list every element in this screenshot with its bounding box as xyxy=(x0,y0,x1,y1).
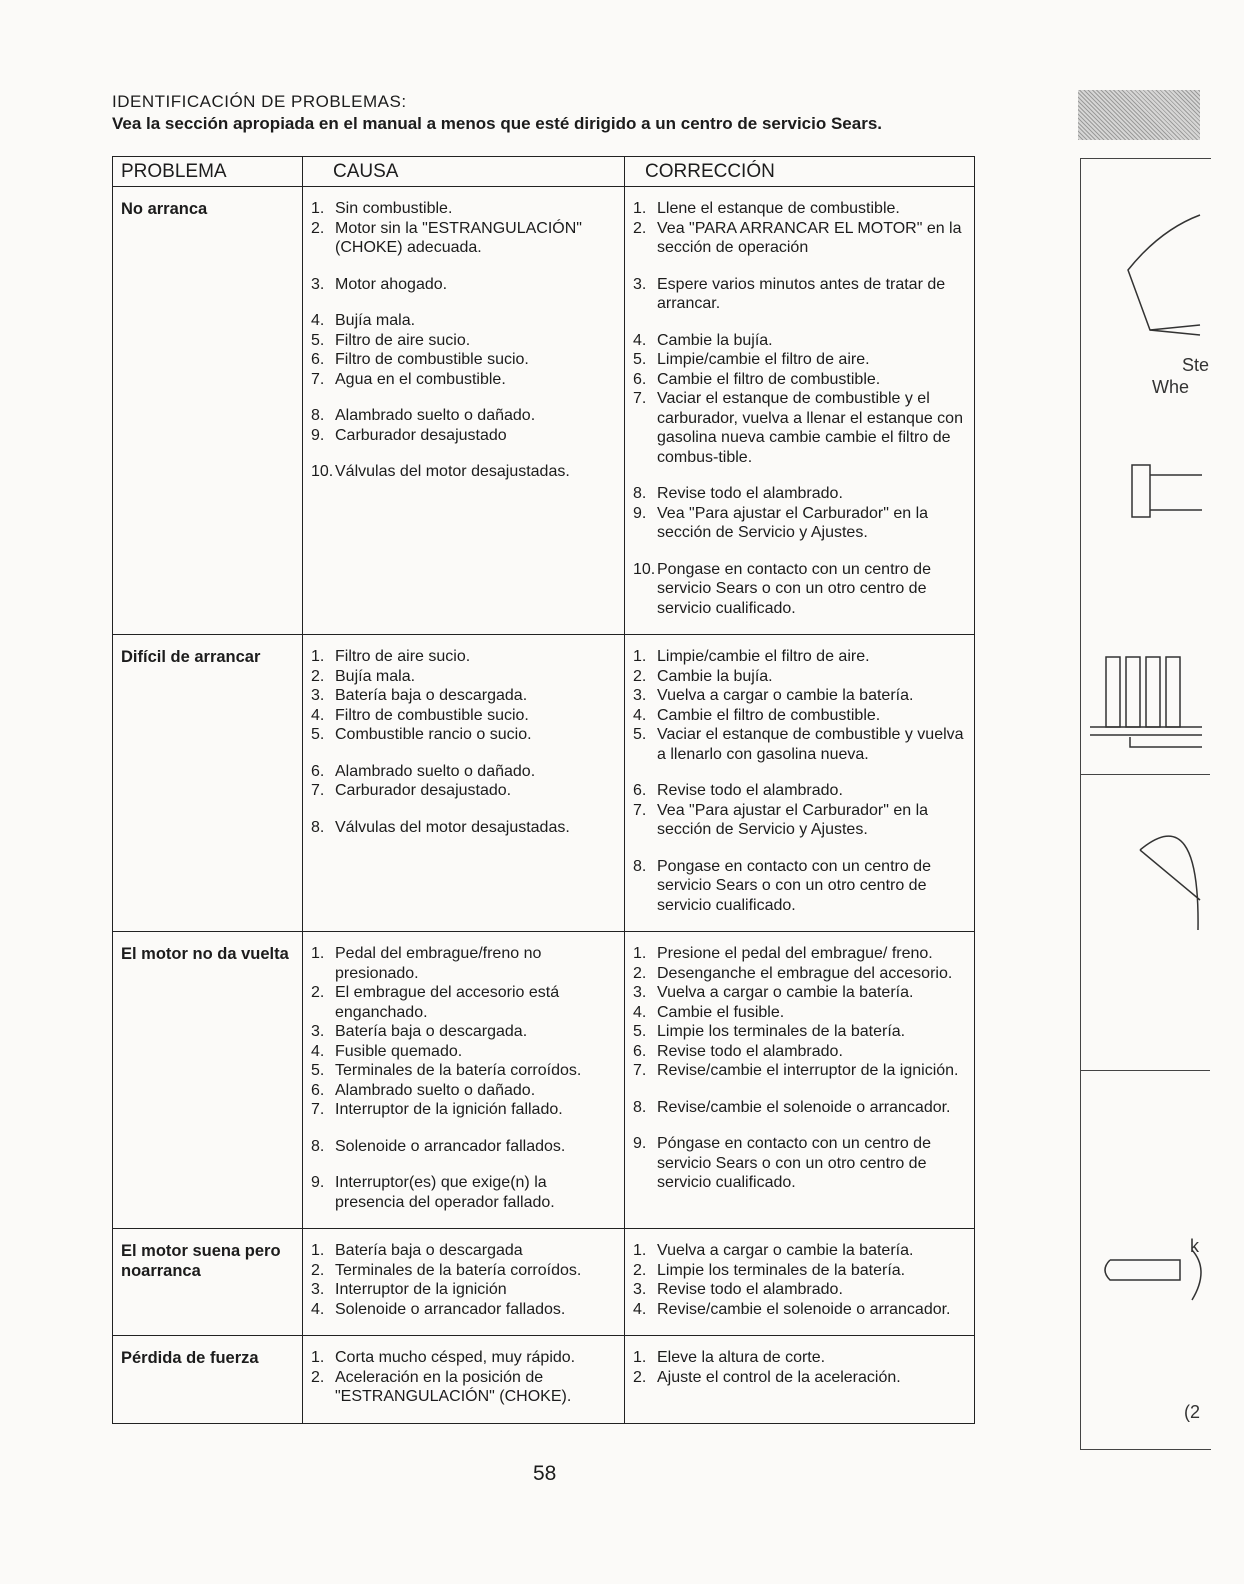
item-number: 2. xyxy=(311,984,325,1001)
item-number: 3. xyxy=(633,687,647,704)
cause-item xyxy=(311,1261,616,1281)
cause-item xyxy=(311,462,616,482)
item-number: 9. xyxy=(311,426,325,444)
item-text: Limpie los terminales de la batería. xyxy=(657,1023,906,1040)
correction-item xyxy=(633,1022,966,1042)
item-number: 2. xyxy=(311,667,325,685)
item-text: Combustible rancio o sucio. xyxy=(335,726,532,743)
item-number: 2. xyxy=(633,1368,647,1386)
item-text: Revise/cambie el solenoide o arrancador. xyxy=(657,1098,951,1116)
item-number: 9. xyxy=(633,504,647,522)
correction-item xyxy=(633,983,966,1003)
cause-item xyxy=(311,1061,616,1081)
item-number: 3. xyxy=(311,1023,325,1040)
item-text: Carburador desajustado. xyxy=(335,782,512,799)
cause-item xyxy=(311,781,616,801)
problem-cell: Pérdida de fuerza xyxy=(113,1336,303,1424)
item-text: Vuelva a cargar o cambie la batería. xyxy=(657,984,914,1001)
item-text: Llene el estanque de combustible. xyxy=(657,200,900,217)
item-number: 2. xyxy=(633,964,647,982)
edge-text-whe: Whe xyxy=(1152,377,1190,397)
correction-item xyxy=(633,781,966,801)
item-text: Ajuste el control de la aceleración. xyxy=(657,1368,901,1386)
item-number: 4. xyxy=(311,312,325,329)
item-text: Cambie la bujía. xyxy=(657,667,773,685)
item-number: 5. xyxy=(311,331,325,349)
item-text: Póngase en contacto con un centro de servicio Sears o con un otro centro de servicio cualificado. xyxy=(657,1135,931,1191)
correction-item xyxy=(633,667,966,687)
correction-item xyxy=(633,1134,966,1193)
item-number: 6. xyxy=(633,370,647,388)
edge-drawing-arc xyxy=(1128,215,1200,335)
item-number: 8. xyxy=(633,1098,647,1116)
correction-item xyxy=(633,964,966,984)
item-text: Cambie el filtro de combustible. xyxy=(657,706,881,724)
cause-cell xyxy=(303,635,625,932)
item-number: 1. xyxy=(633,200,647,217)
cause-cell xyxy=(303,1229,625,1336)
item-text: Filtro de combustible sucio. xyxy=(335,706,529,724)
cause-item xyxy=(311,686,616,706)
item-number: 1. xyxy=(311,648,325,665)
item-text: Solenoide o arrancador fallados. xyxy=(335,1300,566,1318)
item-text: Revise todo el alambrado. xyxy=(657,782,843,799)
table-header-row xyxy=(113,157,975,187)
cause-item xyxy=(311,219,616,258)
item-text: Limpie los terminales de la batería. xyxy=(657,1261,906,1279)
item-text: Alambrado suelto o dañado. xyxy=(335,1081,536,1099)
correction-item xyxy=(633,857,966,916)
item-number: 4. xyxy=(633,1300,647,1318)
cause-item xyxy=(311,1137,616,1157)
cause-item xyxy=(311,1100,616,1120)
item-text: Revise/cambie el solenoide o arrancador. xyxy=(657,1300,951,1318)
item-text: Filtro de aire sucio. xyxy=(335,648,471,665)
cause-item xyxy=(311,1280,616,1300)
header-correction: CORRECCIÓN xyxy=(625,157,975,187)
item-number: 6. xyxy=(311,1081,325,1099)
item-text: Revise/cambie el interruptor de la ignición. xyxy=(657,1062,959,1079)
item-number: 3. xyxy=(633,275,647,293)
item-text: Pongase en contacto con un centro de servicio Sears o con un otro centro de servicio cualificado. xyxy=(657,857,931,914)
item-text: Filtro de combustible sucio. xyxy=(335,351,529,368)
correction-item xyxy=(633,1280,966,1300)
section-title: IDENTIFICACIÓN DE PROBLEMAS: xyxy=(112,92,407,111)
correction-item xyxy=(633,725,966,764)
table-row-motor-no-da-vuelta xyxy=(113,932,975,1229)
item-text: Interruptor(es) que exige(n) la presencia del operador fallado. xyxy=(335,1174,555,1211)
correction-item xyxy=(633,1098,966,1118)
item-number: 3. xyxy=(311,1281,325,1298)
item-text: Filtro de aire sucio. xyxy=(335,331,471,349)
header-problem: PROBLEMA xyxy=(113,157,303,187)
item-text: Aceleración en la posición de "ESTRANGULACIÓN" (CHOKE). xyxy=(335,1368,572,1405)
item-text: Batería baja o descargada. xyxy=(335,687,528,704)
item-text: Espere varios minutos antes de tratar de arrancar. xyxy=(657,275,946,312)
item-text: Terminales de la batería corroídos. xyxy=(335,1062,582,1079)
cause-item xyxy=(311,350,616,370)
cause-item xyxy=(311,1300,616,1320)
cause-list xyxy=(311,1348,616,1407)
cause-item xyxy=(311,1173,616,1212)
item-number: 1. xyxy=(311,1242,325,1259)
item-text: Limpie/cambie el filtro de aire. xyxy=(657,648,870,665)
cause-item xyxy=(311,406,616,426)
item-text: Bujía mala. xyxy=(335,312,416,329)
item-number: 1. xyxy=(633,648,647,665)
item-text: Motor ahogado. xyxy=(335,275,448,293)
item-text: Terminales de la batería corroídos. xyxy=(335,1261,582,1279)
correction-item xyxy=(633,1300,966,1320)
correction-list xyxy=(633,1241,966,1319)
edge-drawing-bars xyxy=(1106,657,1120,727)
item-number: 5. xyxy=(311,726,325,743)
item-number: 5. xyxy=(633,1023,647,1040)
item-number: 8. xyxy=(633,485,647,502)
item-text: Interruptor de la ignición xyxy=(335,1281,507,1298)
item-number: 1. xyxy=(311,945,325,962)
correction-item xyxy=(633,647,966,667)
item-number: 2. xyxy=(311,219,325,237)
table-row-motor-suena-no-arranca xyxy=(113,1229,975,1336)
item-text: Interruptor de la ignición fallado. xyxy=(335,1101,563,1118)
item-number: 8. xyxy=(311,818,325,836)
section-subtitle: Vea la sección apropiada en el manual a menos que esté dirigido a un centro de servicio Sears. xyxy=(112,114,883,133)
correction-item xyxy=(633,1241,966,1261)
item-text: Sin combustible. xyxy=(335,200,453,217)
cause-item xyxy=(311,1241,616,1261)
correction-item xyxy=(633,706,966,726)
item-number: 1. xyxy=(633,945,647,962)
cause-list xyxy=(311,944,616,1212)
item-number: 1. xyxy=(311,200,325,217)
cause-list xyxy=(311,1241,616,1319)
correction-list xyxy=(633,1348,966,1387)
item-text: Corta mucho césped, muy rápido. xyxy=(335,1349,576,1366)
correction-item xyxy=(633,331,966,351)
item-number: 8. xyxy=(633,857,647,875)
cause-list xyxy=(311,647,616,837)
cause-list xyxy=(311,199,616,482)
cause-item xyxy=(311,331,616,351)
correction-item xyxy=(633,199,966,219)
item-number: 7. xyxy=(311,782,325,799)
item-text: Revise todo el alambrado. xyxy=(657,485,843,502)
item-text: Pedal del embrague/freno no presionado. xyxy=(335,945,542,982)
item-number: 1. xyxy=(633,1349,647,1366)
item-text: Desenganche el embrague del accesorio. xyxy=(657,964,953,982)
cause-item xyxy=(311,944,616,983)
item-number: 4. xyxy=(311,1300,325,1318)
item-number: 2. xyxy=(311,1261,325,1279)
correction-item xyxy=(633,1261,966,1281)
correction-cell xyxy=(625,932,975,1229)
item-text: Vaciar el estanque de combustible y el carburador, vuelva a llenar el estanque con gasolina nueva cambie cambie el filtro de combus-tible. xyxy=(657,390,963,466)
cause-cell xyxy=(303,1336,625,1424)
table-row-perdida-de-fuerza xyxy=(113,1336,975,1424)
correction-item xyxy=(633,1042,966,1062)
correction-item xyxy=(633,370,966,390)
item-text: Revise todo el alambrado. xyxy=(657,1281,843,1298)
correction-item xyxy=(633,801,966,840)
item-text: Alambrado suelto o dañado. xyxy=(335,407,536,424)
edge-drawing-curve xyxy=(1140,836,1200,930)
cause-item xyxy=(311,762,616,782)
edge-drawing-key xyxy=(1105,1260,1180,1280)
page-number: 58 xyxy=(533,1462,557,1485)
item-number: 3. xyxy=(311,687,325,704)
item-number: 5. xyxy=(633,726,647,743)
cause-item xyxy=(311,1348,616,1368)
cause-item xyxy=(311,199,616,219)
cause-item xyxy=(311,311,616,331)
troubleshooting-table xyxy=(112,156,975,1424)
correction-list xyxy=(633,199,966,618)
cause-cell xyxy=(303,187,625,635)
item-text: Válvulas del motor desajustadas. xyxy=(335,818,570,836)
problem-cell: El motor no da vuelta xyxy=(113,932,303,1229)
cause-item xyxy=(311,426,616,446)
item-number: 9. xyxy=(633,1135,647,1152)
item-text: Batería baja o descargada xyxy=(335,1242,523,1259)
item-number: 2. xyxy=(633,1261,647,1279)
correction-item xyxy=(633,944,966,964)
problem-cell: No arranca xyxy=(113,187,303,635)
item-text: Vea "Para ajustar el Carburador" en la sección de Servicio y Ajustes. xyxy=(657,504,929,541)
correction-item xyxy=(633,504,966,543)
item-text: Limpie/cambie el filtro de aire. xyxy=(657,351,870,368)
item-number: 2. xyxy=(311,1368,325,1386)
correction-item xyxy=(633,1348,966,1368)
item-number: 6. xyxy=(311,351,325,368)
item-number: 2. xyxy=(633,219,647,237)
item-text: Válvulas del motor desajustadas. xyxy=(335,463,570,480)
item-text: Fusible quemado. xyxy=(335,1042,463,1060)
correction-item xyxy=(633,1061,966,1081)
item-number: 5. xyxy=(311,1062,325,1079)
item-number: 7. xyxy=(633,1062,647,1079)
item-text: Pongase en contacto con un centro de servicio Sears o con un otro centro de servicio cualificado. xyxy=(657,560,931,617)
cause-item xyxy=(311,1042,616,1062)
edge-drawing-box xyxy=(1132,465,1150,517)
cause-item xyxy=(311,1368,616,1407)
item-text: Vea "PARA ARRANCAR EL MOTOR" en la sección de operación xyxy=(657,219,962,256)
item-text: El embrague del accesorio está enganchado. xyxy=(335,984,560,1021)
item-number: 10. xyxy=(633,560,656,578)
item-number: 6. xyxy=(633,1042,647,1060)
edge-texture-block xyxy=(1078,90,1200,140)
item-text: Vuelva a cargar o cambie la batería. xyxy=(657,1242,914,1259)
correction-item xyxy=(633,389,966,467)
item-text: Vuelva a cargar o cambie la batería. xyxy=(657,687,914,704)
item-text: Vaciar el estanque de combustible y vuelva a llenarlo con gasolina nueva. xyxy=(657,726,964,763)
header-cause: CAUSA xyxy=(303,157,625,187)
cause-item xyxy=(311,1022,616,1042)
correction-item xyxy=(633,275,966,314)
correction-list xyxy=(633,647,966,915)
edge-text-paren: (2 xyxy=(1184,1402,1201,1422)
item-number: 5. xyxy=(633,351,647,368)
item-text: Cambie el filtro de combustible. xyxy=(657,370,881,388)
item-number: 1. xyxy=(633,1242,647,1259)
item-number: 7. xyxy=(633,801,647,819)
item-number: 2. xyxy=(633,667,647,685)
item-number: 3. xyxy=(633,984,647,1001)
cause-item xyxy=(311,647,616,667)
item-text: Cambie el fusible. xyxy=(657,1003,785,1021)
item-text: Vea "Para ajustar el Carburador" en la sección de Servicio y Ajustes. xyxy=(657,801,929,838)
correction-item xyxy=(633,219,966,258)
item-text: Motor sin la "ESTRANGULACIÓN" (CHOKE) adecuada. xyxy=(335,219,582,256)
correction-list xyxy=(633,944,966,1193)
item-number: 10. xyxy=(311,463,334,480)
correction-cell xyxy=(625,187,975,635)
cause-item xyxy=(311,706,616,726)
item-number: 4. xyxy=(633,1003,647,1021)
item-number: 7. xyxy=(311,370,325,388)
item-number: 6. xyxy=(633,782,647,799)
item-text: Bujía mala. xyxy=(335,667,416,685)
edge-text-k: k xyxy=(1190,1236,1199,1256)
item-text: Presione el pedal del embrague/ freno. xyxy=(657,945,933,962)
item-number: 1. xyxy=(311,1349,325,1366)
cause-item xyxy=(311,725,616,745)
item-text: Cambie la bujía. xyxy=(657,331,773,349)
table-row-dificil-de-arrancar xyxy=(113,635,975,932)
item-text: Agua en el combustible. xyxy=(335,370,506,388)
correction-item xyxy=(633,1368,966,1388)
item-number: 8. xyxy=(311,1137,325,1155)
item-number: 8. xyxy=(311,407,325,424)
cause-cell xyxy=(303,932,625,1229)
item-text: Alambrado suelto o dañado. xyxy=(335,762,536,780)
item-number: 4. xyxy=(311,1042,325,1060)
item-text: Eleve la altura de corte. xyxy=(657,1349,826,1366)
item-text: Revise todo el alambrado. xyxy=(657,1042,843,1060)
correction-item xyxy=(633,560,966,619)
item-number: 9. xyxy=(311,1174,325,1191)
cause-item xyxy=(311,667,616,687)
correction-item xyxy=(633,350,966,370)
item-number: 4. xyxy=(633,706,647,724)
correction-item xyxy=(633,686,966,706)
edge-text-ste: Ste xyxy=(1182,355,1210,375)
item-number: 7. xyxy=(311,1101,325,1118)
edge-illustrations xyxy=(1080,160,1204,1450)
item-number: 4. xyxy=(633,331,647,349)
item-text: Solenoide o arrancador fallados. xyxy=(335,1137,566,1155)
item-number: 4. xyxy=(311,706,325,724)
item-number: 3. xyxy=(311,275,325,293)
item-number: 3. xyxy=(633,1281,647,1298)
correction-cell xyxy=(625,1336,975,1424)
item-text: Carburador desajustado xyxy=(335,426,507,444)
table-row-no-arranca xyxy=(113,187,975,635)
cause-item xyxy=(311,275,616,295)
correction-cell xyxy=(625,1229,975,1336)
item-number: 7. xyxy=(633,390,647,407)
problem-cell: Difícil de arrancar xyxy=(113,635,303,932)
item-number: 6. xyxy=(311,762,325,780)
cause-item xyxy=(311,370,616,390)
correction-item xyxy=(633,484,966,504)
correction-cell xyxy=(625,635,975,932)
cause-item xyxy=(311,1081,616,1101)
cause-item xyxy=(311,983,616,1022)
problem-cell: El motor suena pero noarranca xyxy=(113,1229,303,1336)
cause-item xyxy=(311,818,616,838)
correction-item xyxy=(633,1003,966,1023)
item-text: Batería baja o descargada. xyxy=(335,1023,528,1040)
